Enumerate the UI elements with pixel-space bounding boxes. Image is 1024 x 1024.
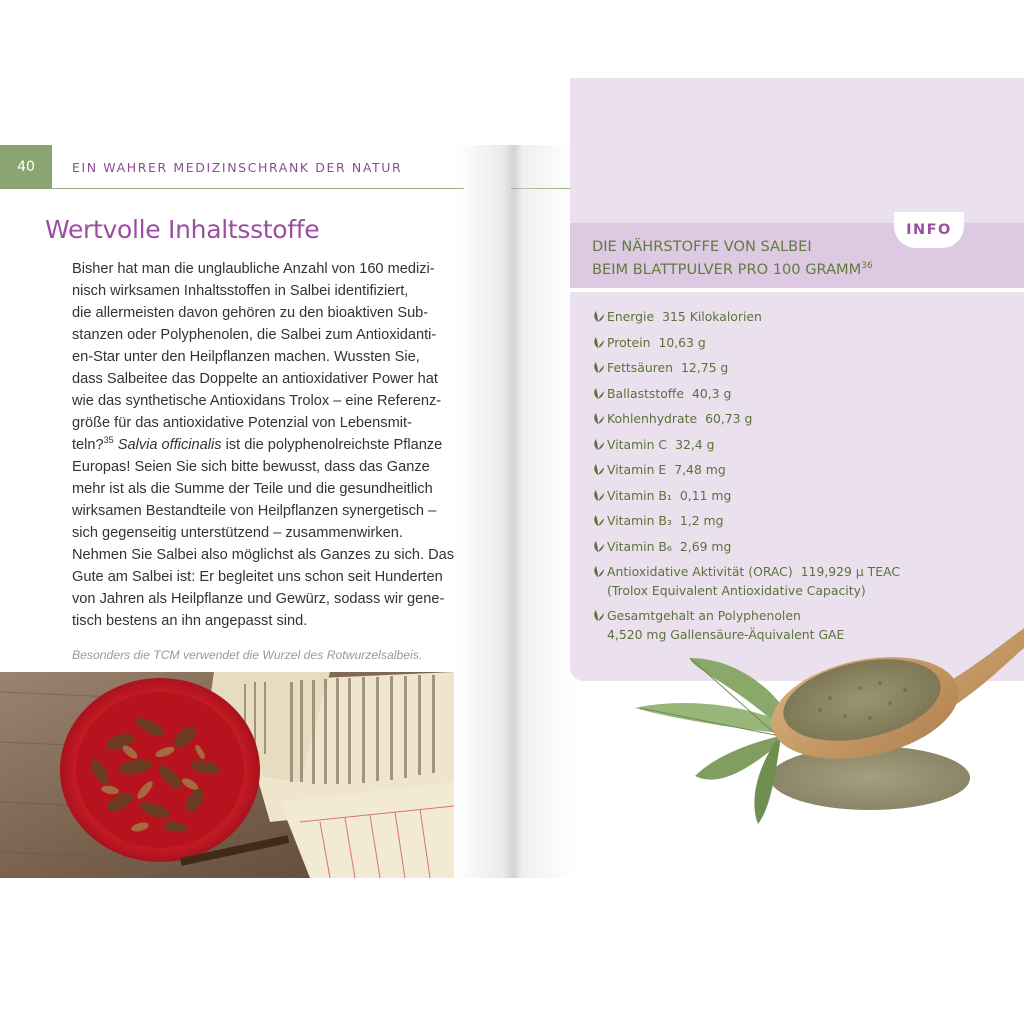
footnote-ref[interactable]: 35 — [103, 435, 114, 446]
sage-leaf-icon — [592, 360, 605, 374]
nutrient-value: 10,63 g — [658, 334, 706, 350]
nutrient-label: Energie — [607, 309, 655, 324]
sage-leaf-icon — [592, 437, 605, 451]
body-line: größe für das antioxidative Potenzial von Lebensmit- — [72, 415, 412, 431]
sage-leaf-icon — [592, 539, 605, 553]
nutrient-row — [592, 513, 723, 528]
nutrient-label: Gesamtgehalt an Polyphenolen — [607, 608, 801, 623]
sage-leaf-icon — [592, 386, 605, 400]
nutrient-value: 315 Kilokalorien — [662, 309, 762, 324]
info-badge: INFO — [894, 212, 964, 248]
body-line: Europas! Seien Sie sich bitte bewusst, dass das Ganze — [72, 459, 430, 475]
nutrient-note: 4,520 mg Gallensäure-Äquivalent GAE — [607, 627, 845, 642]
nutrient-value: 0,11 mg — [679, 487, 732, 503]
nutrient-value: 7,48 mg — [674, 462, 726, 477]
sage-leaf-icon — [592, 564, 605, 578]
nutrient-row — [592, 488, 731, 503]
nutrient-value: 40,3 g — [691, 385, 732, 401]
body-line: von Jahren als Heilpflanze und Gewürz, sodass wir gene- — [72, 591, 445, 607]
nutrient-label: Protein — [607, 334, 651, 350]
nutrient-value: 1,2 mg — [679, 513, 724, 528]
header-rule-left — [52, 188, 464, 189]
nutrient-row — [592, 437, 714, 452]
sage-leaf-icon — [592, 411, 605, 425]
section-heading: Wertvolle Inhaltsstoffe — [45, 215, 320, 244]
footnote-ref[interactable]: 36 — [861, 261, 873, 272]
info-box-title-line2 — [592, 258, 873, 281]
nutrient-value: 32,4 g — [675, 436, 715, 452]
nutrient-label: Ballaststoffe — [607, 385, 684, 401]
body-text-fragment: teln? — [72, 437, 104, 453]
nutrient-row — [592, 386, 731, 401]
info-box-title-line2-text: BEIM BLATTPULVER PRO 100 GRAMM — [592, 261, 862, 278]
body-line: tisch bestens an ihn angepasst sind. — [72, 613, 308, 629]
species-name: Salvia officinalis — [117, 437, 222, 453]
nutrient-value: 119,929 µ TEAC — [800, 564, 900, 579]
running-head-left: EIN WAHRER MEDIZINSCHRANK DER NATUR — [72, 159, 403, 175]
nutrient-label: Vitamin B₃ — [607, 513, 672, 528]
body-line: wirksamen Bestandteile von Heilpflanzen synergetisch – — [72, 503, 437, 519]
sage-leaf-icon — [592, 335, 605, 349]
info-box-title-line1: DIE NÄHRSTOFFE VON SALBEI — [592, 238, 812, 255]
nutrient-row — [592, 335, 706, 350]
body-line: mehr ist als die Summe der Teile und die gesundheitlich — [72, 481, 433, 497]
nutrient-row — [592, 539, 731, 554]
sage-leaf-icon — [592, 513, 605, 527]
info-box-title — [592, 235, 873, 281]
body-line: Nehmen Sie Salbei also möglichst als Ganzes zu sich. Das — [72, 547, 455, 563]
body-paragraph — [72, 258, 455, 632]
body-line: Gute am Salbei ist: Er begleitet uns schon seit Hunderten — [72, 569, 443, 585]
info-box-separator — [570, 288, 1024, 292]
nutrient-row — [592, 462, 726, 477]
body-line — [72, 434, 455, 456]
sage-leaf-icon — [592, 488, 605, 502]
body-line: dass Salbeitee das Doppelte an antioxidativer Power hat — [72, 371, 438, 387]
nutrient-row — [592, 360, 728, 375]
body-text-fragment: ist die polyphenolreichste Pflanze — [221, 437, 443, 453]
page-number-left: 40 — [0, 145, 52, 189]
photo-caption: Besonders die TCM verwendet die Wurzel des Rotwurzelsalbeis. — [72, 648, 423, 662]
nutrient-label: Kohlenhydrate — [607, 411, 698, 426]
sage-leaf-icon — [592, 309, 605, 323]
nutrient-label: Vitamin B₁ — [607, 487, 672, 503]
sage-leaf-icon — [592, 462, 605, 476]
body-line: nisch wirksamen Inhaltsstoffen in Salbei identifiziert, — [72, 283, 409, 299]
sage-leaf-icon — [592, 608, 605, 622]
body-line: sich gegenseitig unterstützend – zusammenwirken. — [72, 525, 403, 541]
nutrient-orac — [592, 564, 900, 598]
body-line: en-Star unter den Heilpflanzen machen. Wussten Sie, — [72, 349, 420, 365]
nutrient-label: Vitamin B₆ — [607, 538, 672, 554]
sage-powder-spoon-illustration — [630, 628, 1024, 826]
body-line: Bisher hat man die unglaubliche Anzahl von 160 medizi- — [72, 261, 435, 277]
nutrient-label: Antioxidative Aktivität (ORAC) — [607, 564, 793, 579]
left-page — [0, 145, 512, 878]
nutrient-value: 2,69 mg — [679, 538, 732, 554]
body-line: wie das synthetische Antioxidans Trolox – eine Referenz- — [72, 393, 442, 409]
nutrient-label: Fettsäuren — [607, 360, 673, 375]
nutrient-note: (Trolox Equivalent Antioxidative Capacity) — [607, 583, 866, 598]
tcm-root-illustration — [0, 672, 454, 878]
nutrient-row — [592, 309, 762, 324]
tcm-root-photo — [0, 672, 454, 878]
nutrient-value: 60,73 g — [705, 411, 753, 426]
body-line: stanzen oder Polyphenolen, die Salbei zum Antioxidanti- — [72, 327, 437, 343]
nutrient-row — [592, 411, 752, 426]
nutrient-value: 12,75 g — [681, 360, 729, 375]
nutrient-label: Vitamin C — [607, 436, 668, 452]
body-line: die allermeisten davon gehören zu den bioaktiven Sub- — [72, 305, 429, 321]
nutrient-label: Vitamin E — [607, 462, 667, 477]
